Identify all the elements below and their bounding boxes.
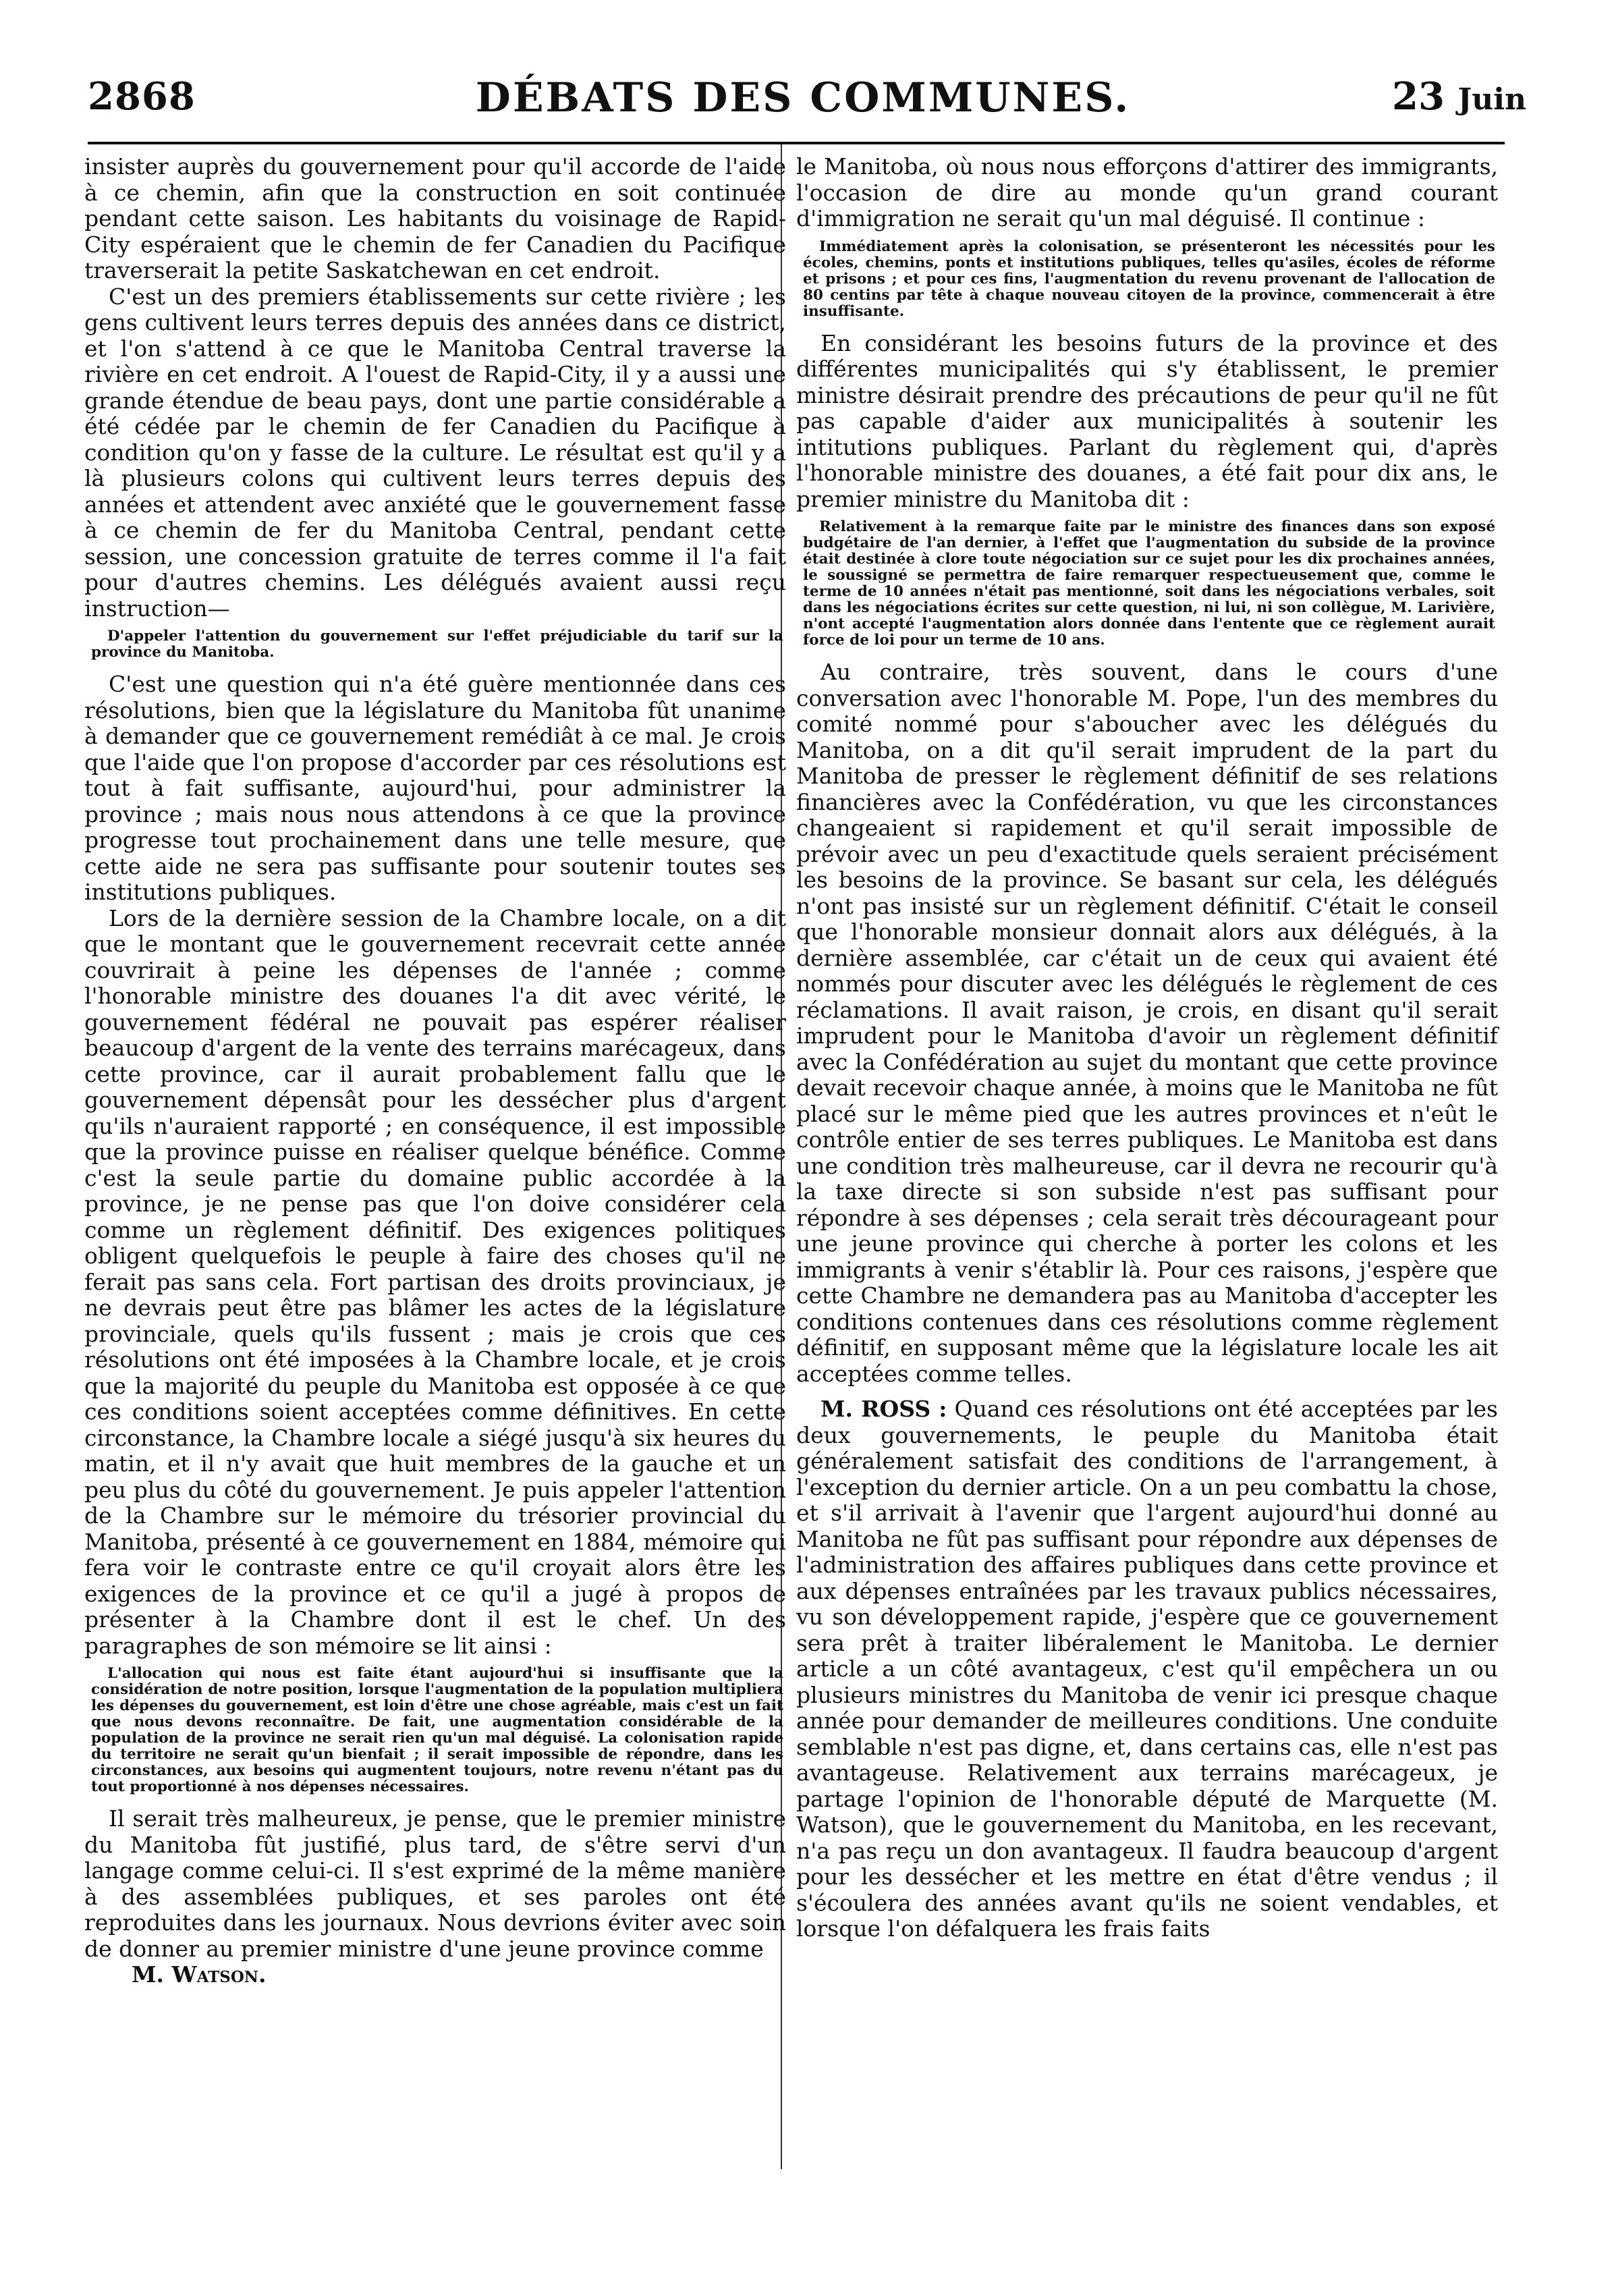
left-column — [84, 154, 786, 1988]
quotation-text: Relativement à la remarque faite par le ministre des finances dans son exposé budgétaire de l'an dernier, à l'effet que l'augmentation du subside de la province était destinée à clore toute négociation sur ce sujet pour les dix prochaines années, le soussigné se permettra de faire remarquer respectueusement que, comme le terme de 10 années n'était pas mentionné, soit dans les négociations verbales, soit dans les négociations écrites sur cette question, ni lui, ni son collègue, M. Larivière, n'ont accepté l'augmentation alors donnée dans l'entente que ce règlement aurait force de loi pour un terme de 10 ans. — [803, 518, 1495, 649]
paragraph: insister auprès du gouvernement pour qu'il accorde de l'aide à ce chemin, afin que la construction en soit continuée pendant cette saison. Les habitants du voisinage de Rapid-City espéraient que le chemin de fer Canadien du Pacifique traverserait la petite Saskatchewan en cet endroit. — [84, 153, 786, 283]
quotation — [796, 239, 1498, 320]
paragraph: En considérant les besoins futurs de la province et des différentes municipalités qui s'y établissent, le premier ministre désirait prendre des précautions de peur qu'il ne fût pas capable d'aider aux municipalités à soutenir les intitutions publiques. Parlant du règlement qui, d'après l'honorable ministre des douanes, a été fait pour dix ans, le premier ministre du Manitoba dit : — [796, 329, 1498, 512]
right-column — [796, 154, 1498, 1942]
speech-paragraph — [796, 1396, 1498, 1942]
page-title: DÉBATS DES COMMUNES. — [475, 74, 1131, 121]
paragraph: C'est un des premiers établissements sur cette rivière ; les gens cultivent leurs terres depuis des années dans ce district, et l'on s'attend à ce que le Manitoba Central traverse la rivière en cet endroit. A l'ouest de Rapid-City, il y a aussi une grande étendue de beau pays, dont une partie considérable a été cédée par le chemin de fer Canadien du Pacifique à condition qu'on y fasse de la culture. Le résultat est qu'il y a là plusieurs colons qui cultivent leurs terres depuis des années et attendent avec anxiété que le gouvernement fasse à ce chemin de fer du Manitoba Central, pendant cette session, une concession gratuite de terres comme il l'a fait pour d'autres chemins. Les délégués avaient aussi reçu instruction— — [84, 283, 786, 622]
paragraph: Lors de la dernière session de la Chambre locale, on a dit que le montant que le gouvernement recevrait cette année couvrirait à peine les dépenses de l'année ; comme l'honorable ministre des douanes l'a dit avec vérité, le gouvernement fédéral ne pouvait pas espérer réaliser beaucoup d'argent de la vente des terrains marécageux, dans cette province, car il aurait probablement fallu que le gouvernement dépensât pour les dessécher plus d'argent qu'ils n'auraient rapporté ; en conséquence, il est impossible que la province puisse en réaliser quelque bénéfice. Comme c'est la seule partie du domaine public accordée à la province, je ne pense pas que l'on doive considérer cela comme un règlement définitif. Des exigences politiques obligent quelquefois le peuple à faire des choses qu'il ne ferait pas sans cela. Fort partisan des droits provinciaux, je ne devrais peut être pas blâmer les actes de la législature provinciale, quels qu'ils fussent ; mais je crois que ces résolutions ont été imposées à la Chambre locale, et je crois que la majorité du peuple du Manitoba est opposée à ce que ces conditions soient acceptées comme définitives. En cette circonstance, la Chambre locale a siégé jusqu'à six heures du matin, et il n'y avait que huit membres de la gauche et un peu plus du côté du gouvernement. Je puis appeler l'attention de la Chambre sur le mémoire du trésorier provincial du Manitoba, présenté à ce gouvernement en 1884, mémoire qui fera voir le contraste entre ce qu'il croyait alors être les exigences de la province et ce qu'il a jugé à propos de présenter à la Chambre dont il est le chef. Un des paragraphes de son mémoire se lit ainsi : — [84, 904, 786, 1659]
paragraph: le Manitoba, où nous nous efforçons d'attirer des immigrants, l'occasion de dire au monde qu'un grand courant d'immigration ne serait qu'un mal déguisé. Il continue : — [796, 153, 1498, 231]
quotation — [84, 628, 786, 661]
page-header — [74, 74, 1532, 135]
speaker-signature: M. Watson. — [132, 1961, 267, 1988]
quotation — [84, 1666, 786, 1795]
date-day: 23 — [1392, 74, 1445, 119]
quotation-text: L'allocation qui nous est faite étant aujourd'hui si insuffisante que la considération de notre position, lorsque l'augmentation de la population multipliera les dépenses du gouvernement, est loin d'être une chose agréable, mais c'est un fait que nous devons reconnaître. De fait, une augmentation considérable de la population de la province ne serait rien qu'un mal déguisé. La colonisation rapide du territoire ne serait qu'un bienfait ; il serait impossible de répondre, dans les circonstances, aux besoins qui augmentent toujours, notre revenu n'étant pas du tout proportionné à nos dépenses nécessaires. — [91, 1665, 783, 1795]
quotation-text: D'appeler l'attention du gouvernement sur l'effet préjudiciable du tarif sur la province du Manitoba. — [91, 628, 783, 661]
quotation-text: Immédiatement après la colonisation, se présenteront les nécessités pour les écoles, chemins, ponts et institutions publiques, telles qu'asiles, écoles de réforme et prisons ; et pour ces fins, l'augmentation du revenu provenant de l'allocation de 80 centins par tête à chaque nouveau citoyen de la province, commencerait à être insuffisante. — [803, 238, 1495, 320]
paragraph: C'est une question qui n'a été guère mentionnée dans ces résolutions, bien que la législature du Manitoba fût unanime à demander que ce gouvernement remédiât à ce mal. Je crois que l'aide que l'on propose d'accorder par ces résolutions est tout à fait suffisante, aujourd'hui, pour administrer la province ; mais nous nous attendons à ce que la province progresse tout prochainement dans une telle mesure, que cette aide ne sera pas suffisante pour soutenir toutes ses institutions publiques. — [84, 671, 786, 905]
date-month: Juin — [1457, 82, 1526, 117]
paragraph: Il serait très malheureux, je pense, que le premier ministre du Manitoba fût justifié, plus tard, de s'être servi d'un langage comme celui-ci. Il s'est exprimé de la même manière à des assemblées publiques, et ses paroles ont été reproduites dans les journaux. Nous devrions éviter avec soin de donner au premier ministre d'une jeune province comme — [84, 1805, 786, 1962]
header-rule — [88, 142, 1505, 144]
paragraph: Au contraire, très souvent, dans le cours d'une conversation avec l'honorable M. Pope, l'un des membres du comité nommé pour s'aboucher avec les délégués du Manitoba, on a dit qu'il serait imprudent de la part du Manitoba de presser le règlement définitif de ses relations financières avec la Confédération, vu que les circonstances changeaient si rapidement et qu'il serait impossible de prévoir avec un peu d'exactitude quels seraient précisément les besoins de la province. Se basant sur cela, les délégués n'ont pas insisté sur un règlement définitif. C'était le conseil que l'honorable monsieur donnait alors aux délégués, à la dernière assemblée, car c'était un de ceux qui avaient été nommés pour discuter avec les délégués le règlement de ces réclamations. Il avait raison, je crois, en disant qu'il serait imprudent pour le Manitoba d'avoir un règlement définitif avec la Confédération au sujet du montant que cette province devait recevoir chaque année, à moins que le Manitoba ne fût placé sur le même pied que les autres provinces et n'eût le contrôle entier de ses terres publiques. Le Manitoba est dans une condition très malheureuse, car il devra ne recourir qu'à la taxe directe si son subside n'est pas suffisant pour répondre à ses dépenses ; cela serait très décourageant pour une jeune province qui cherche à porter les colons et les immigrants à venir s'établir là. Pour ces raisons, j'espère que cette Chambre ne demandera pas au Manitoba d'accepter les conditions contenues dans ces résolutions comme règlement définitif, en supposant même que la législature locale les ait acceptées comme telles. — [796, 659, 1498, 1387]
page-number: 2868 — [88, 74, 196, 119]
speech-text: Quand ces résolutions ont été acceptées par les deux gouvernements, le peuple du Manitoba était généralement satisfait des conditions de l'arrangement, à l'exception du dernier article. On a un peu combattu la chose, et s'il arrivait à l'avenir que l'argent aujourd'hui donné au Manitoba ne fût pas suffisant pour répondre aux dépenses de l'administration des affaires publiques dans cette province et aux dépenses entraînées par les travaux publics nécessaires, vu son développement rapide, j'espère que ce gouvernement sera prêt à traiter libéralement le Manitoba. Le dernier article a un côté avantageux, c'est qu'il empêchera un ou plusieurs ministres du Manitoba de venir ici presque chaque année pour demander de meilleures conditions. Une conduite semblable n'est pas digne, et, dans certains cas, elle n'est pas avantageuse. Relativement aux terrains marécageux, je partage l'opinion de l'honorable député de Marquette (M. Watson), que le gouvernement du Manitoba, en les recevant, n'a pas reçu un don avantageux. Il faudra beaucoup d'argent pour les dessécher et les mettre en état d'être vendus ; il s'écoulera des années avant qu'ils ne soient vendables, et lorsque l'on défalquera les frais faits — [796, 1396, 1498, 1942]
page-date — [1392, 74, 1526, 119]
speaker-name: M. ROSS : — [820, 1396, 947, 1422]
quotation — [796, 519, 1498, 649]
